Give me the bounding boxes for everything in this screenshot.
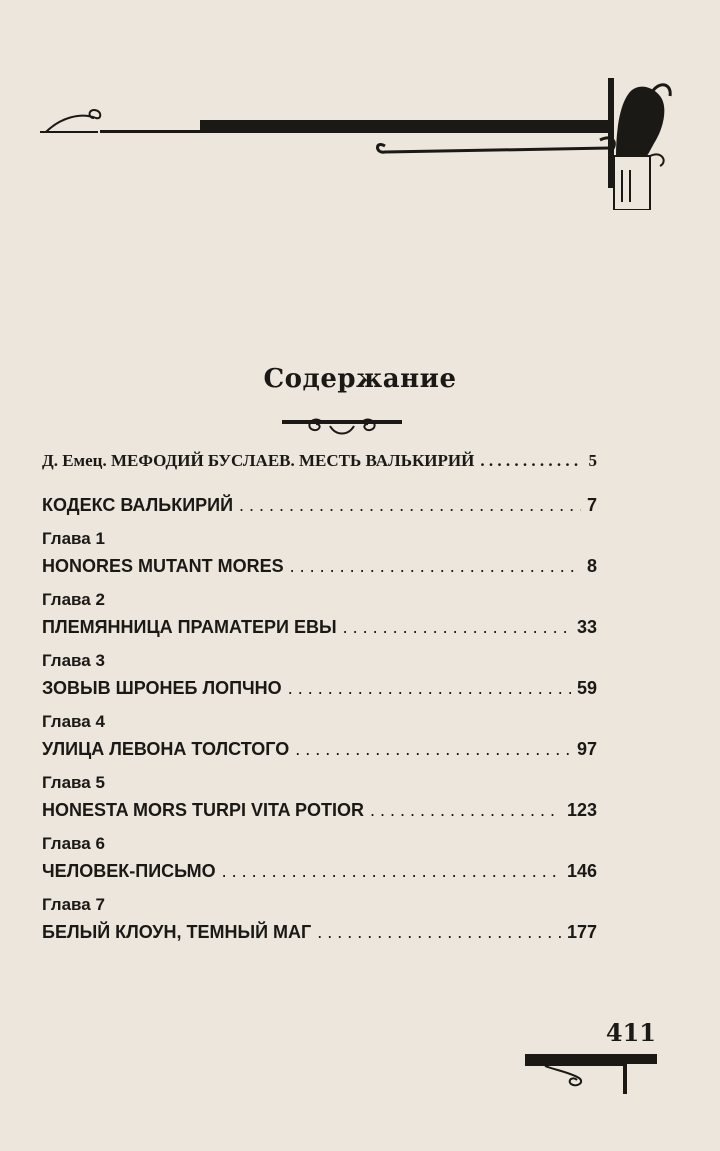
toc-entry[interactable] [42, 494, 597, 516]
toc-entry-page: 146 [566, 861, 597, 881]
toc-leader-dots [480, 450, 582, 472]
table-of-contents [42, 450, 597, 943]
toc-entry[interactable] [42, 677, 597, 699]
toc-entry-title: БЕЛЫЙ КЛОУН, ТЕМНЫЙ МАГ [42, 922, 312, 942]
footer-ornament [525, 1048, 665, 1098]
toc-entry-page: 97 [576, 739, 597, 759]
toc-entry-page: 33 [576, 617, 597, 637]
toc-leader-dots [317, 921, 561, 943]
toc-chapter-label: Глава 6 [42, 834, 105, 853]
bleed-through-text [40, 170, 600, 272]
toc-entry[interactable] [42, 921, 597, 943]
toc-entry-page: 7 [586, 495, 597, 515]
toc-leader-dots [343, 616, 571, 638]
toc-leader-dots [222, 860, 561, 882]
toc-entry-title: HONESTA MORS TURPI VITA POTIOR [42, 800, 365, 820]
toc-chapter-label: Глава 5 [42, 773, 105, 792]
toc-chapter-label: Глава 3 [42, 651, 105, 670]
title-ornament [282, 412, 402, 438]
toc-leader-dots [290, 555, 581, 577]
toc-lead-entry[interactable] [42, 450, 597, 472]
toc-entry-title: ЧЕЛОВЕК-ПИСЬМО [42, 861, 216, 881]
toc-entry-title: ПЛЕМЯННИЦА ПРАМАТЕРИ ЕВЫ [42, 617, 337, 637]
toc-entry[interactable] [42, 799, 597, 821]
toc-entry-page: 8 [586, 556, 597, 576]
toc-entry[interactable] [42, 738, 597, 760]
toc-entry-page: 123 [566, 800, 597, 820]
toc-entry[interactable] [42, 555, 597, 577]
toc-leader-dots [239, 494, 581, 516]
toc-chapter-label: Глава 4 [42, 712, 105, 731]
toc-entry[interactable] [42, 616, 597, 638]
toc-entry[interactable] [42, 860, 597, 882]
toc-leader-dots [288, 677, 571, 699]
toc-entry-title: HONORES MUTANT MORES [42, 556, 284, 576]
toc-chapter-label: Глава 1 [42, 529, 105, 548]
toc-entry-title: КОДЕКС ВАЛЬКИРИЙ [42, 495, 234, 515]
page-number: 411 [605, 1018, 656, 1047]
toc-entry-title: УЛИЦА ЛЕВОНА ТОЛСТОГО [42, 739, 290, 759]
toc-lead-title: Д. Емец. МЕФОДИЙ БУСЛАЕВ. МЕСТЬ ВАЛЬКИРИЙ [42, 451, 475, 470]
toc-leader-dots [370, 799, 561, 821]
page-title: Содержание [263, 364, 457, 394]
toc-chapter-label: Глава 7 [42, 895, 105, 914]
toc-entry-page: 177 [566, 922, 597, 942]
toc-chapter-label: Глава 2 [42, 590, 105, 609]
toc-leader-dots [295, 738, 571, 760]
toc-entry-page: 59 [576, 678, 597, 698]
toc-entry-title: ЗОВЫВ ШРОНЕБ ЛОПЧНО [42, 678, 282, 698]
toc-lead-page: 5 [588, 451, 597, 470]
